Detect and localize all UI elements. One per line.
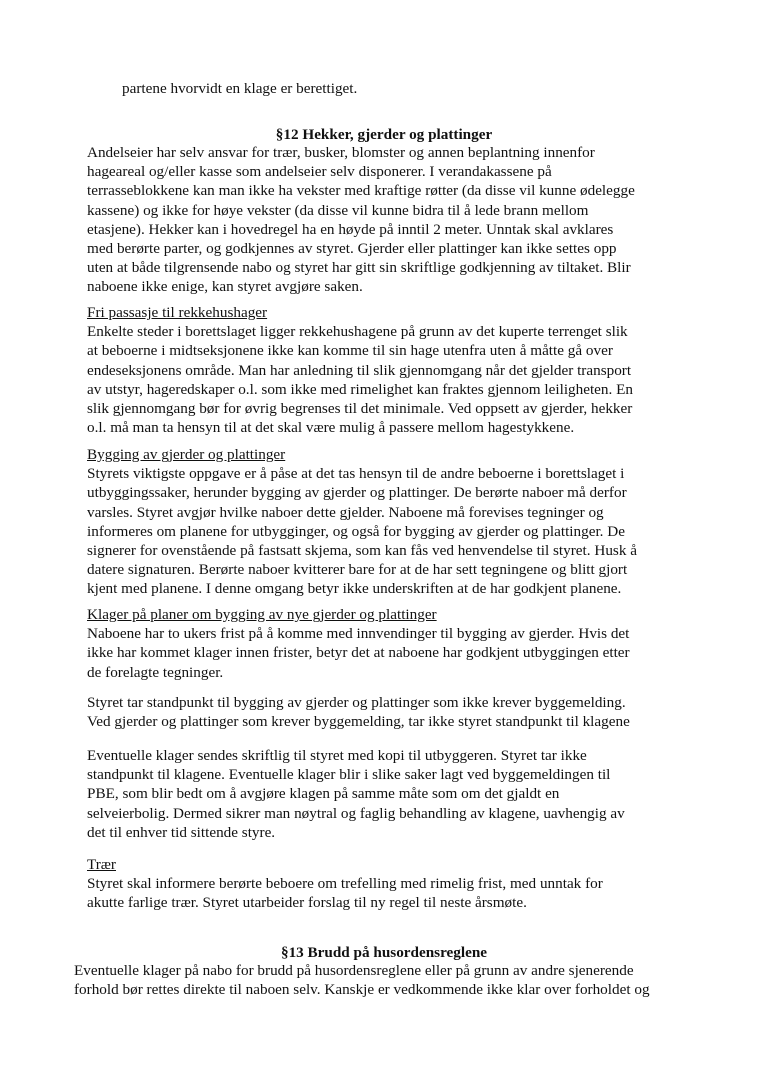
- klager-paragraph-3: Eventuelle klager sendes skriftlig til styret med kopi til utbyggeren. Styret tar ikke standpunkt til klagene. Eventuelle klager blir i slike saker lagt ved byggemeldingen til PBE, som blir bedt om å avgjøre klagen på samme måte som om det gjaldt en selveierbolig. Dermed sikrer man nøytral og faglig behandling av klagene, uavhengig av det til enhver tid sittende styre.: [87, 747, 625, 841]
- bygging-section: Bygging av gjerder og plattinger Styrets viktigste oppgave er å påse at det tas hensyn til de andre beboerne i borettslaget i utbyggingssaker, herunder bygging av gjerder og plattinger. De berørte naboer må derfor varsles. Styret avgjør hvilke naboer dette gjelder. Naboene må forevises tegninger og informeres om planene for utbygginger, og også for bygging av gjerder og plattinger. De signerer for ovenstående på fastsatt skjema, som kan fås ved henvendelse til styret. Husk å datere signaturen. Berørte naboer kvitterer bare for at de har sett tegningene og blitt gjort kjent med planene. I denne omgang betyr ikke underskriften at de har godkjent planene.: [87, 445, 707, 599]
- section-12-paragraph: Andelseier har selv ansvar for trær, busker, blomster og annen beplantning innenfor hageareal og/eller kasse som andelseier selv disponerer. I verandakassene på terrasseblokkene kan man ikke ha vekster med kraftige røtter (da disse vil kunne ødelegge kassene) og ikke for høye vekster (da disse vil kunne bidra til å lede brann mellom etasjene). Hekker kan i hovedregel ha en høyde på inntil 2 meter. Unntak skal avklares med berørte parter, og godkjennes av styret. Gjerder eller plattinger kan ikke settes opp uten at både tilgrensende nabo og styret har gitt sin skriftlige godkjenning av tiltaket. Blir naboene ikke enige, kan styret avgjøre saken.: [87, 144, 635, 296]
- traer-title: Trær: [87, 856, 116, 873]
- klager-title: Klager på planer om bygging av nye gjerder og plattinger: [87, 606, 437, 623]
- bygging-title: Bygging av gjerder og plattinger: [87, 446, 286, 463]
- fri-passasje-section: Fri passasje til rekkehushager Enkelte steder i borettslaget ligger rekkehushagene på grunn av det kuperte terrenget slik at beboerne i midtseksjonene ikke kan komme til sin hage utenfra uten å måtte gå over endeseksjonens område. Man har anledning til slik gjennomgang når det gjelder transport av utstyr, hageredskaper o.l. som ikke med rimelighet kan fraktes gjennom leiligheten. En slik gjennomgang bør for øvrig begrenses til det minimale. Ved oppsett av gjerder, hekker o.l. må man ta hensyn til at det skal være mulig å passere mellom hagestykkene.: [87, 303, 707, 437]
- traer-section: Trær Styret skal informere berørte beboere om trefelling med rimelig frist, med unntak for akutte farlige trær. Styret utarbeider forslag til ny regel til neste årsmøte.: [87, 855, 707, 913]
- section-13-paragraph: Eventuelle klager på nabo for brudd på husordensreglene eller på grunn av andre sjenerende forhold bør rettes direkte til naboen selv. Kanskje er vedkommende ikke klar over forholdet og: [74, 962, 650, 999]
- intro-line: partene hvorvidt en klage er berettiget.: [122, 80, 358, 97]
- fri-passasje-title: Fri passasje til rekkehushager: [87, 304, 268, 321]
- section-12-heading: §12 Hekker, gjerder og plattinger: [275, 126, 493, 143]
- klager-section: Klager på planer om bygging av nye gjerder og plattinger Naboene har to ukers frist på å komme med innvendinger til bygging av gjerder. Hvis det ikke har kommet klager innen frister, betyr det at naboene har godkjent utbyggingen etter de forelagte tegninger.: [87, 605, 707, 682]
- section-13-heading: §13 Brudd på husordensreglene: [280, 944, 488, 961]
- klager-paragraph-2: Styret tar standpunkt til bygging av gjerder og plattinger som ikke krever byggemelding. Ved gjerder og plattinger som krever byggemelding, tar ikke styret standpunkt til klagene: [87, 694, 630, 731]
